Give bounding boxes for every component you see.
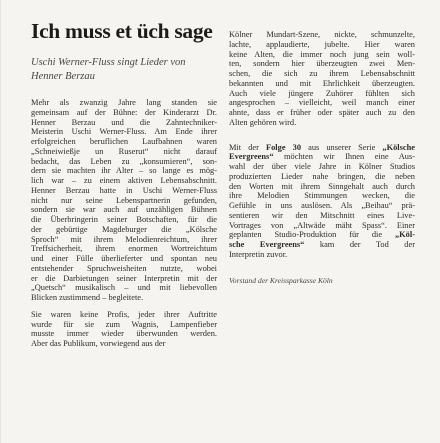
text-line [229, 221, 415, 231]
text-line [229, 162, 415, 172]
text-line [229, 152, 415, 162]
article-subtitle [31, 56, 217, 84]
text-line: der gebürtige Magdeburger die „Kölsche [31, 224, 217, 234]
text-line: Sie waren keine Profis, jeder ihrer Auftritte [31, 309, 217, 319]
text-line: Henner Berzau hatte in Uschi Werner-Fluss [31, 185, 217, 195]
text-line [229, 240, 415, 250]
signature: Vorstand der Kreissparkasse Köln [229, 275, 333, 285]
text-line [229, 143, 415, 153]
bold-text: „Köl- [394, 230, 415, 240]
text-line: Mehr als zwanzig Jahre lang standen sie [31, 98, 217, 107]
left-column [31, 18, 217, 349]
text-line: lachte, applaudierte, jubelte. Hier waren [229, 39, 415, 49]
bold-text: Evergreens“ [229, 152, 274, 162]
bold-text: Folge 30 [266, 142, 302, 152]
text-line: ahnte, dass er früher oder später auch zu den [229, 108, 415, 117]
text-line [229, 172, 415, 182]
text-line: keine Alten, die immer noch jung sein woll- [229, 49, 415, 59]
text-segment: den Worten mit ihrem Sinngehalt auch durch [229, 181, 415, 191]
text-segment: Mit der [229, 142, 266, 152]
text-line: Treffsicherheit, ihrem enormen Wortreichtum [31, 244, 217, 254]
text-line [229, 182, 415, 192]
text-segment: sentieren wir den Mitschnitt eines Live- [229, 210, 415, 220]
right-column [229, 30, 415, 286]
text-line: Sproch“ mit ihrem Melodienreichtum, ihrer [31, 234, 217, 244]
text-line: wurde für sie zum Wagnis, Lampenfieber [31, 319, 217, 329]
text-segment: möchten wir Ihnen eine Aus- [273, 152, 415, 162]
text-segment: Gefühle in uns auslösen. Als „Beihau“ prä- [229, 201, 415, 210]
text-segment: ihre Melodien Stimmungen wecken, die [229, 191, 415, 201]
text-line: Meisterin Uschi Werner-Fluss. Am Ende ihrer [31, 127, 217, 137]
text-line [229, 211, 415, 221]
bold-text: sche Evergreens“ [229, 240, 305, 249]
left-paragraph-2 [31, 310, 217, 349]
text-segment: Interpretin zuvor. [229, 249, 288, 259]
text-line: Alten gehören wird. [229, 117, 297, 127]
text-line: sondern sie war auch auf unzähligen Bühnen [31, 205, 217, 215]
text-line [229, 191, 415, 201]
text-line: „Schneiwießje un Ruserut“ nicht darauf [31, 146, 217, 156]
text-line: musste immer wieder überwunden werden. [31, 329, 217, 339]
text-line: Blicken zustimmend – begleitete. [31, 293, 144, 302]
text-segment: aus unserer Serie [301, 142, 383, 152]
text-segment: produzierten Lieder nahe bringen, die neben [229, 171, 415, 181]
text-line: dern sie machten ihr Alter – so lange es mög- [31, 166, 217, 176]
text-line: er die Darbietungen seiner Interpretin mit der [31, 273, 217, 283]
text-line: und einer Fülle überlieferter und spontan neu [31, 254, 217, 263]
bold-text: „Kölsche [382, 142, 415, 152]
text-segment: wahl der über viele Jahre in Kölner Studios [229, 162, 415, 171]
text-line: bekannten und mit Ehrlichkeit überzeugten. [229, 78, 415, 88]
subtitle-line: Henner Berzau [31, 71, 95, 82]
text-line [229, 230, 415, 240]
text-line: lich war – zu einem aktiven Lebensabschnitt. [31, 176, 217, 185]
article-headline: Ich muss et üch sage [31, 19, 213, 43]
text-line: ten, sondern hier überzeugten zwei Men- [229, 59, 415, 69]
subtitle-line: Uschi Werner-Fluss singt Lieder von [31, 57, 186, 68]
text-segment: kam der Tod der [304, 240, 415, 249]
text-line: entstehender Spruchweisheiten nutzte, wobei [31, 263, 217, 273]
right-paragraph-1 [229, 30, 415, 128]
right-paragraph-2 [229, 143, 415, 260]
text-line: gemeinsam auf der Bühne: der Kinderarzt Dr. [31, 107, 217, 117]
text-line [229, 201, 415, 211]
text-line: Auch viele jüngere Zuhörer fühlten sich [229, 88, 415, 98]
text-line: Aber das Publikum, vorwiegend aus der [31, 339, 166, 348]
text-line: erfolgreichen beruflichen Laufbahnen waren [31, 137, 217, 146]
text-line: bedacht, das Leben zu „konsumieren“, son- [31, 156, 217, 166]
text-line: Henner Berzau und die Zahntechniker- [31, 117, 217, 127]
left-paragraph-1 [31, 98, 217, 303]
text-line: „Quetsch“ musikalisch – und mit liebevollen [31, 283, 217, 293]
text-line: angesprochen – vielleicht, weil manch einer [229, 98, 415, 108]
text-segment: geplanten Studio-Produktion für die [229, 230, 395, 240]
text-line: nicht nur seine Lebenspartnerin gefunden, [31, 195, 217, 205]
text-line: Kölner Mundart-Szene, nickte, schmunzelte, [229, 30, 415, 39]
text-line: die Überbringerin seiner Botschaften, für die [31, 215, 217, 224]
text-line [229, 250, 415, 260]
text-line: schen, die sich zu ihrem Lebensabschnitt [229, 69, 415, 78]
text-segment: Vortrages von „Altwäde mäht Spass“. Einer [229, 220, 415, 230]
